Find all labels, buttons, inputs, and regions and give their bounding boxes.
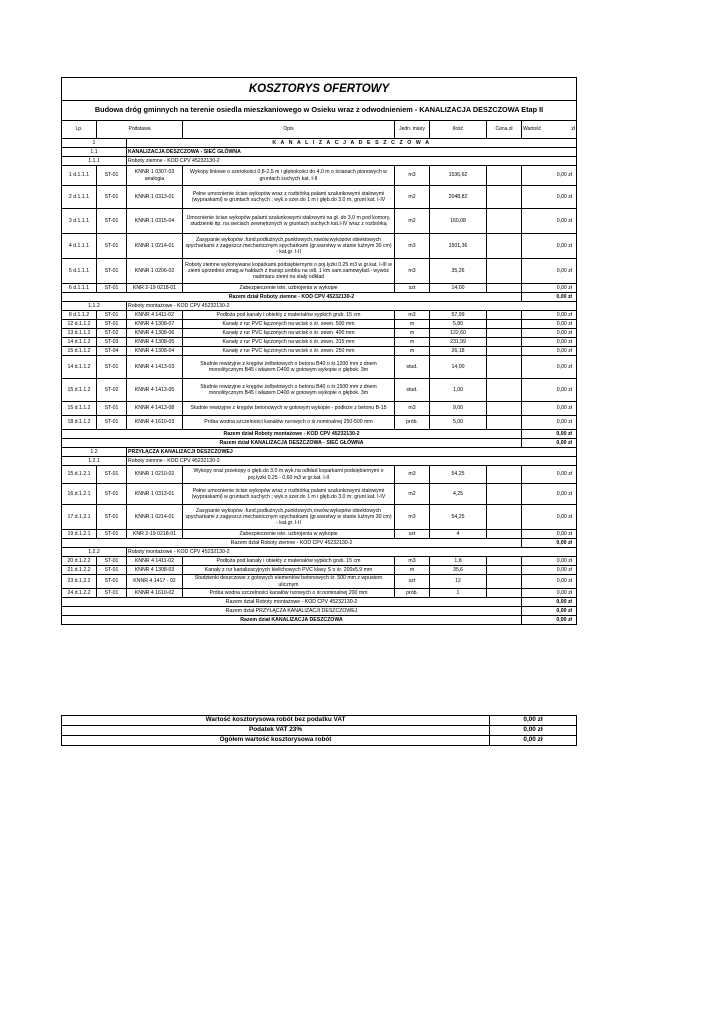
item-basis: KNR 2-19 0218-01 bbox=[127, 284, 183, 293]
item-description: Próba wodna szczelności kanałów rurowych o śr.nominalnej 250-500 mm bbox=[183, 416, 395, 430]
item-unit: m2 bbox=[395, 186, 430, 209]
header-value bbox=[522, 121, 577, 139]
total-row bbox=[62, 539, 577, 548]
item-value: 0,00 zł bbox=[522, 311, 577, 320]
item-quantity: 14,00 bbox=[430, 356, 487, 379]
item-lp: 14 d.1.1.2 bbox=[62, 338, 97, 347]
item-unit: m3 bbox=[395, 505, 430, 530]
total-value: 0,00 zł bbox=[522, 598, 577, 607]
item-description: Kanały z rur PVC łączonych na wcisk o śr. zewn. 500 mm bbox=[183, 320, 395, 329]
section-title: PRZYŁĄCZA KANALIZACJI DESZCZOWEJ bbox=[127, 448, 577, 457]
item-value: 0,00 zł bbox=[522, 320, 577, 329]
item-price bbox=[487, 416, 522, 430]
table-row bbox=[62, 320, 577, 329]
item-quantity: 1,8 bbox=[430, 557, 487, 566]
item-description: Studnie rewizyjne z kręgów betonowych w gotowym wykopie - podłoże z betonu B-15 bbox=[183, 402, 395, 416]
item-unit: szt bbox=[395, 530, 430, 539]
total-row bbox=[62, 439, 577, 448]
item-basis: KNNR 4 1308-06 bbox=[127, 329, 183, 338]
item-value: 0,00 zł bbox=[522, 329, 577, 338]
item-value: 0,00 zł bbox=[522, 416, 577, 430]
item-description: Kanały z rur PVC łączonych na wcisk o śr. zewn. 250 mm bbox=[183, 347, 395, 356]
item-basis: KNNR 4 1411-02 bbox=[127, 557, 183, 566]
section-number: 1 bbox=[62, 139, 127, 148]
item-basis: KNNR 4 1413-03 bbox=[127, 356, 183, 379]
item-value: 0,00 zł bbox=[522, 402, 577, 416]
table-row bbox=[62, 311, 577, 320]
item-value: 0,00 zł bbox=[522, 566, 577, 575]
document-title: KOSZTORYS OFERTOWY bbox=[62, 78, 577, 101]
summary-table bbox=[61, 715, 577, 746]
item-quantity: 1 bbox=[430, 589, 487, 598]
summary-label: Ogółem wartość kosztorysowa robót bbox=[62, 736, 490, 746]
item-spec-code: ST-01 bbox=[97, 530, 127, 539]
table-row bbox=[62, 416, 577, 430]
item-quantity: 1501,36 bbox=[430, 234, 487, 259]
item-quantity: 35,6 bbox=[430, 566, 487, 575]
item-price bbox=[487, 347, 522, 356]
item-spec-code: ST-01 bbox=[97, 466, 127, 484]
item-value: 0,00 zł bbox=[522, 505, 577, 530]
section-row bbox=[62, 157, 577, 166]
table-row bbox=[62, 347, 577, 356]
item-quantity: 54,25 bbox=[430, 466, 487, 484]
item-value: 0,00 zł bbox=[522, 484, 577, 505]
table-row bbox=[62, 557, 577, 566]
item-value: 0,00 zł bbox=[522, 530, 577, 539]
item-spec-code: ST-04 bbox=[97, 347, 127, 356]
item-unit: m bbox=[395, 566, 430, 575]
item-spec-code: ST-01 bbox=[97, 166, 127, 186]
item-quantity: 57,99 bbox=[430, 311, 487, 320]
item-spec-code: ST-02 bbox=[97, 379, 127, 402]
table-row bbox=[62, 186, 577, 209]
item-spec-code: ST-01 bbox=[97, 356, 127, 379]
item-unit: m bbox=[395, 329, 430, 338]
header-opis: Opis bbox=[183, 121, 395, 139]
table-row bbox=[62, 338, 577, 347]
table-row bbox=[62, 234, 577, 259]
total-label: Razem dział KANALIZACJA DESZCZOWA - SIEĆ GŁÓWNA bbox=[62, 439, 522, 448]
item-value: 0,00 zł bbox=[522, 466, 577, 484]
item-quantity: 35,26 bbox=[430, 259, 487, 284]
table-row bbox=[62, 402, 577, 416]
item-description: Pełne umocnienie ścian wykopów wraz z rozbiórką palami szalunkowymi stalowymi (wypraskami) w gruntach suchych ; wyk.o szer.do 1 m i głęb.do 3.0 m; grunt kat. I-IV bbox=[183, 186, 395, 209]
item-unit: m3 bbox=[395, 402, 430, 416]
item-unit: m3 bbox=[395, 311, 430, 320]
table-row bbox=[62, 530, 577, 539]
table-row bbox=[62, 566, 577, 575]
summary-value: 0,00 zł bbox=[490, 716, 577, 726]
item-price bbox=[487, 566, 522, 575]
item-spec-code: ST-01 bbox=[97, 209, 127, 234]
item-quantity: 231,99 bbox=[430, 338, 487, 347]
summary-label: Wartość kosztorysowa robót bez podatku VAT bbox=[62, 716, 490, 726]
item-unit: prób. bbox=[395, 416, 430, 430]
item-quantity: 5,00 bbox=[430, 416, 487, 430]
item-spec-code: ST-01 bbox=[97, 259, 127, 284]
header-unit: Jedn. miary bbox=[395, 121, 430, 139]
item-basis: KNNR 1 0206-02 bbox=[127, 259, 183, 284]
item-price bbox=[487, 402, 522, 416]
section-number: 1.1.1 bbox=[62, 157, 127, 166]
item-spec-code: ST-01 bbox=[97, 234, 127, 259]
document-subtitle: Budowa dróg gminnych na terenie osiedla mieszkaniowego w Osieku wraz z odwodnieniem - KANALIZACJA DESZCZOWA Etap II bbox=[62, 101, 577, 121]
item-spec-code: ST-01 bbox=[97, 589, 127, 598]
item-value: 0,00 zł bbox=[522, 379, 577, 402]
summary-row bbox=[62, 736, 577, 746]
item-price bbox=[487, 259, 522, 284]
total-value: 0,00 zł bbox=[522, 430, 577, 439]
item-basis: KNNR 1 0307-03 analogia bbox=[127, 166, 183, 186]
item-lp: 2 d.1.1.1 bbox=[62, 186, 97, 209]
table-row bbox=[62, 259, 577, 284]
table-row bbox=[62, 166, 577, 186]
item-quantity: 26,18 bbox=[430, 347, 487, 356]
total-row bbox=[62, 607, 577, 616]
item-unit: m3 bbox=[395, 234, 430, 259]
table-row bbox=[62, 329, 577, 338]
item-spec-code: ST-01 bbox=[97, 320, 127, 329]
item-price bbox=[487, 186, 522, 209]
item-basis: KNNR 4 1610-02 bbox=[127, 589, 183, 598]
item-quantity: 12 bbox=[430, 575, 487, 589]
summary-label: Podatek VAT 23% bbox=[62, 726, 490, 736]
item-lp: 6 d.1.1.1 bbox=[62, 284, 97, 293]
item-lp: 19 d.1.2.1 bbox=[62, 530, 97, 539]
item-description: Zabezpieczenie istn. uzbrojenia w wykopie bbox=[183, 284, 395, 293]
table-row bbox=[62, 209, 577, 234]
item-basis: KNNR 1 0214-01 bbox=[127, 234, 183, 259]
item-spec-code: ST-03 bbox=[97, 338, 127, 347]
item-price bbox=[487, 356, 522, 379]
total-value: 0,00 zł bbox=[522, 293, 577, 302]
section-row bbox=[62, 302, 577, 311]
total-label: Razem dział Roboty montażowe - KOD CPV 45232130-2 bbox=[62, 430, 522, 439]
section-row bbox=[62, 139, 577, 148]
item-lp: 8 d.1.1.2 bbox=[62, 311, 97, 320]
item-price bbox=[487, 484, 522, 505]
item-unit: szt bbox=[395, 575, 430, 589]
item-description: Zasypanie wykopów .fund.podłużnych,punktowych,rowów,wykopów obiektowych spycharkami z zagęszcz.mechanicznym spycharkami (gr.warstwy w stanie luźnym 30 cm) - kat.gr. I-II bbox=[183, 234, 395, 259]
item-spec-code: ST-01 bbox=[97, 505, 127, 530]
item-price bbox=[487, 530, 522, 539]
item-lp: 24 d.1.2.2 bbox=[62, 589, 97, 598]
item-quantity: 160,08 bbox=[430, 209, 487, 234]
item-description: Wykopy liniowe o szerokości 0,8-2,5 m i głębokości do 4,0 m o ścianach pionowych w gruntach suchych kat. I-II bbox=[183, 166, 395, 186]
item-price bbox=[487, 338, 522, 347]
item-spec-code: ST-01 bbox=[97, 575, 127, 589]
item-unit: szt bbox=[395, 284, 430, 293]
item-spec-code: ST-01 bbox=[97, 416, 127, 430]
item-value: 0,00 zł bbox=[522, 259, 577, 284]
item-value: 0,00 zł bbox=[522, 338, 577, 347]
total-label: Razem dział Roboty ziemne - KOD CPV 45232130-2 bbox=[62, 539, 522, 548]
item-price bbox=[487, 379, 522, 402]
item-quantity: 1,00 bbox=[430, 379, 487, 402]
item-basis: KNNR 1 0313-01 bbox=[127, 484, 183, 505]
item-lp: 12 d.1.1.2 bbox=[62, 320, 97, 329]
table-row bbox=[62, 589, 577, 598]
item-quantity: 4 bbox=[430, 530, 487, 539]
section-row bbox=[62, 448, 577, 457]
header-value-label: Wartość bbox=[523, 126, 542, 133]
total-label: Razem dział Roboty ziemne - KOD CPV 45232130-2 bbox=[62, 293, 522, 302]
item-quantity: 54,25 bbox=[430, 505, 487, 530]
item-spec-code: ST-01 bbox=[97, 557, 127, 566]
item-value: 0,00 zł bbox=[522, 166, 577, 186]
item-basis: KNNR 4 1417 - 02 bbox=[127, 575, 183, 589]
item-spec-code: ST-01 bbox=[97, 566, 127, 575]
item-description: Podłoża pod kanały i obiekty z materiałów sypkich grub. 15 cm bbox=[183, 557, 395, 566]
item-price bbox=[487, 557, 522, 566]
item-description: Studzienki deszczowe z gotowych elementów betonowych śr. 500 mm z wpustem ulicznym bbox=[183, 575, 395, 589]
item-value: 0,00 zł bbox=[522, 209, 577, 234]
header-price: Cena zł bbox=[487, 121, 522, 139]
section-number: 1.1.2 bbox=[62, 302, 127, 311]
item-spec-code: ST-01 bbox=[97, 284, 127, 293]
item-unit: m2 bbox=[395, 484, 430, 505]
item-description: Umocnienie ścian wykopów palami szalunkowymi stalowymi na gł. do 3,0 m pod komory, studzienki itp. na sieciach zewnętrznych w gruntach suchych kat.I-IV wraz z rozbiórką bbox=[183, 209, 395, 234]
item-description: Wykopy oraz przekopy o głęb.do 3.0 m wyk.na odkład koparkami podsiębiernymi o poj.łyżki 0.25 - 0.60 m3 w gr.kat. I-II bbox=[183, 466, 395, 484]
total-value: 0,00 zł bbox=[522, 539, 577, 548]
total-label: Razem dział Roboty montażowe - KOD CPV 45232130-2 bbox=[62, 598, 522, 607]
header-podstawa: Podstawa bbox=[97, 121, 183, 139]
item-lp: 15 d.1.1.2 bbox=[62, 347, 97, 356]
item-description: Studnie rewizyjne z kręgów żelbetowych o betonu B40 o śr.1200 mm z dnem monolitycznym B45 i włazem D400 w gotowym wykopie o głębok. 3m bbox=[183, 356, 395, 379]
summary-block bbox=[61, 715, 576, 746]
item-lp: 16 d.1.2.1 bbox=[62, 484, 97, 505]
item-price bbox=[487, 466, 522, 484]
item-lp: 23 d.1.2.2 bbox=[62, 575, 97, 589]
summary-value: 0,00 zł bbox=[490, 726, 577, 736]
item-basis: KNNR 4 1308-03 bbox=[127, 566, 183, 575]
item-unit: stud. bbox=[395, 379, 430, 402]
summary-value: 0,00 zł bbox=[490, 736, 577, 746]
item-value: 0,00 zł bbox=[522, 234, 577, 259]
item-unit: stud. bbox=[395, 356, 430, 379]
item-quantity: 4,25 bbox=[430, 484, 487, 505]
item-description: Roboty ziemne wykonywane koparkami podsiębiernymi o poj.łyżki 0.25 m3 w gr.kat. I-III w ziemi uprzednio zmag.w hałdach z transp.urobku na odl. 1 km sam.samowyład.- wywóz nadmiaru ziemi na stały odkład bbox=[183, 259, 395, 284]
section-title: Roboty ziemne - KOD CPV 45232130-2 bbox=[127, 157, 577, 166]
section-row bbox=[62, 148, 577, 157]
item-description: Pełne umocnienie ścian wykopów wraz z rozbiórką palami szalunkowymi stalowymi (wypraskami) w gruntach suchych ; wyk.o szer.do 1 m i głęb.do 3.0 m; grunt kat. I-IV bbox=[183, 484, 395, 505]
item-price bbox=[487, 284, 522, 293]
item-unit: m bbox=[395, 338, 430, 347]
item-quantity: 2048,82 bbox=[430, 186, 487, 209]
item-price bbox=[487, 505, 522, 530]
item-value: 0,00 zł bbox=[522, 356, 577, 379]
table-header-row bbox=[62, 121, 577, 139]
table-row bbox=[62, 466, 577, 484]
item-lp: 13 d.1.1.2 bbox=[62, 329, 97, 338]
item-description: Próba wodna szczelności kanałów rurowych o śr.nominalnej 200 mm bbox=[183, 589, 395, 598]
total-value: 0,00 zł bbox=[522, 616, 577, 625]
item-price bbox=[487, 209, 522, 234]
item-basis: KNNR 4 1413-05 bbox=[127, 379, 183, 402]
item-lp: 15 d.1.1.2 bbox=[62, 402, 97, 416]
item-unit: m2 bbox=[395, 209, 430, 234]
item-basis: KNNR 1 0315-04 bbox=[127, 209, 183, 234]
item-lp: 15 d.1.2.1 bbox=[62, 466, 97, 484]
item-basis: KNNR 1 0313-01 bbox=[127, 186, 183, 209]
section-row bbox=[62, 548, 577, 557]
item-description: Kanały z rur kanalizacyjnych kielichowych PVC klasy S o śr. 200x5,9 mm bbox=[183, 566, 395, 575]
table-row bbox=[62, 379, 577, 402]
item-spec-code: ST-01 bbox=[97, 311, 127, 320]
item-unit: m3 bbox=[395, 466, 430, 484]
item-lp: 18 d.1.1.2 bbox=[62, 416, 97, 430]
item-unit: prób. bbox=[395, 589, 430, 598]
total-label: Razem dział KANALIZACJA DESZCZOWA bbox=[62, 616, 522, 625]
item-unit: m3 bbox=[395, 259, 430, 284]
item-basis: KNNR 4 1308-04 bbox=[127, 347, 183, 356]
table-row bbox=[62, 484, 577, 505]
item-lp: 21 d.1.2.2 bbox=[62, 566, 97, 575]
item-lp: 1 d.1.1.1 bbox=[62, 166, 97, 186]
total-value: 0,00 zł bbox=[522, 439, 577, 448]
item-quantity: 5,80 bbox=[430, 320, 487, 329]
item-basis: KNNR 4 1411-02 bbox=[127, 311, 183, 320]
item-spec-code: ST-01 bbox=[97, 186, 127, 209]
item-quantity: 14,00 bbox=[430, 284, 487, 293]
table-row bbox=[62, 505, 577, 530]
section-number: 1.2 bbox=[62, 448, 127, 457]
table-row bbox=[62, 575, 577, 589]
item-description: Kanały z rur PVC łączonych na wcisk o śr. zewn. 315 mm bbox=[183, 338, 395, 347]
item-basis: KNR 2-19 0218-01 bbox=[127, 530, 183, 539]
header-lp: Lp. bbox=[62, 121, 97, 139]
table-row bbox=[62, 356, 577, 379]
estimate-document bbox=[61, 77, 576, 625]
item-basis: KNNR 4 1308-05 bbox=[127, 338, 183, 347]
item-quantity: 1536,62 bbox=[430, 166, 487, 186]
item-lp: 4 d.1.1.1 bbox=[62, 234, 97, 259]
estimate-table bbox=[61, 77, 577, 625]
item-price bbox=[487, 320, 522, 329]
summary-row bbox=[62, 716, 577, 726]
section-number: 1.2.1 bbox=[62, 457, 127, 466]
item-lp: 20 d.1.2.2 bbox=[62, 557, 97, 566]
item-price bbox=[487, 311, 522, 320]
item-basis: KNNR 4 1308-07 bbox=[127, 320, 183, 329]
item-price bbox=[487, 329, 522, 338]
section-number: 1.1 bbox=[62, 148, 127, 157]
item-lp: 3 d.1.1.1 bbox=[62, 209, 97, 234]
item-lp: 14 d.1.1.2 bbox=[62, 356, 97, 379]
item-basis: KNNR 1 0214-01 bbox=[127, 505, 183, 530]
item-value: 0,00 zł bbox=[522, 347, 577, 356]
item-lp: 5 d.1.1.1 bbox=[62, 259, 97, 284]
item-lp: 15 d.1.1.2 bbox=[62, 379, 97, 402]
item-spec-code: ST-01 bbox=[97, 402, 127, 416]
total-label: Razem dział PRZYŁĄCZA KANALIZACJI DESZCZOWEJ bbox=[62, 607, 522, 616]
section-title: Roboty montażowe - KOD CPV 45232130-2 bbox=[127, 302, 577, 311]
section-row bbox=[62, 457, 577, 466]
total-row bbox=[62, 293, 577, 302]
total-value: 0,00 zł bbox=[522, 607, 577, 616]
item-price bbox=[487, 575, 522, 589]
item-quantity: 122,60 bbox=[430, 329, 487, 338]
item-value: 0,00 zł bbox=[522, 284, 577, 293]
header-quantity: Ilość bbox=[430, 121, 487, 139]
item-unit: m bbox=[395, 347, 430, 356]
item-unit: m bbox=[395, 320, 430, 329]
total-row bbox=[62, 616, 577, 625]
item-basis: KNNR 4 1610-03 bbox=[127, 416, 183, 430]
item-spec-code: ST-02 bbox=[97, 329, 127, 338]
section-title: K A N A L I Z A C J A D E S Z C Z O W A bbox=[127, 139, 577, 148]
item-description: Podłoża pod kanały i obiekty z materiałów sypkich grub. 15 cm bbox=[183, 311, 395, 320]
table-row bbox=[62, 284, 577, 293]
item-unit: m3 bbox=[395, 166, 430, 186]
section-title: Roboty montażowe - KOD CPV 45232130-2 bbox=[127, 548, 577, 557]
section-title: Roboty ziemne - KOD CPV 45232130-2 bbox=[127, 457, 577, 466]
item-value: 0,00 zł bbox=[522, 557, 577, 566]
item-price bbox=[487, 166, 522, 186]
section-title: KANALIZACJA DESZCZOWA - SIEĆ GŁÓWNA bbox=[127, 148, 577, 157]
item-description: Zasypanie wykopów .fund.podłużnych,punktowych,rowów,wykopów obiektowych spycharkami z zagęszcz.mechanicznym spycharkami (gr.warstwy w stanie luźnym 30 cm) - kat.gr. I-II bbox=[183, 505, 395, 530]
total-row bbox=[62, 598, 577, 607]
item-unit: m3 bbox=[395, 557, 430, 566]
total-row bbox=[62, 430, 577, 439]
item-price bbox=[487, 234, 522, 259]
item-basis: KNNR 4 1413-08 bbox=[127, 402, 183, 416]
item-value: 0,00 zł bbox=[522, 575, 577, 589]
item-value: 0,00 zł bbox=[522, 186, 577, 209]
item-basis: KNNR 1 0210-02 bbox=[127, 466, 183, 484]
item-description: Studnie rewizyjne z kręgów żelbetowych o betonu B40 o śr.1500 mm z dnem monolitycznym B45 i włazem D400 w gotowym wykopie o głębok. 3m bbox=[183, 379, 395, 402]
item-lp: 17 d.1.2.1 bbox=[62, 505, 97, 530]
item-description: Kanały z rur PVC łączonych na wcisk o śr. zewn. 400 mm bbox=[183, 329, 395, 338]
item-quantity: 9,00 bbox=[430, 402, 487, 416]
summary-row bbox=[62, 726, 577, 736]
item-price bbox=[487, 589, 522, 598]
header-value-unit: zł bbox=[571, 126, 575, 133]
item-description: Zabezpieczenie istn. uzbrojenia w wykopie bbox=[183, 530, 395, 539]
item-spec-code: ST-01 bbox=[97, 484, 127, 505]
section-number: 1.2.2 bbox=[62, 548, 127, 557]
item-value: 0,00 zł bbox=[522, 589, 577, 598]
